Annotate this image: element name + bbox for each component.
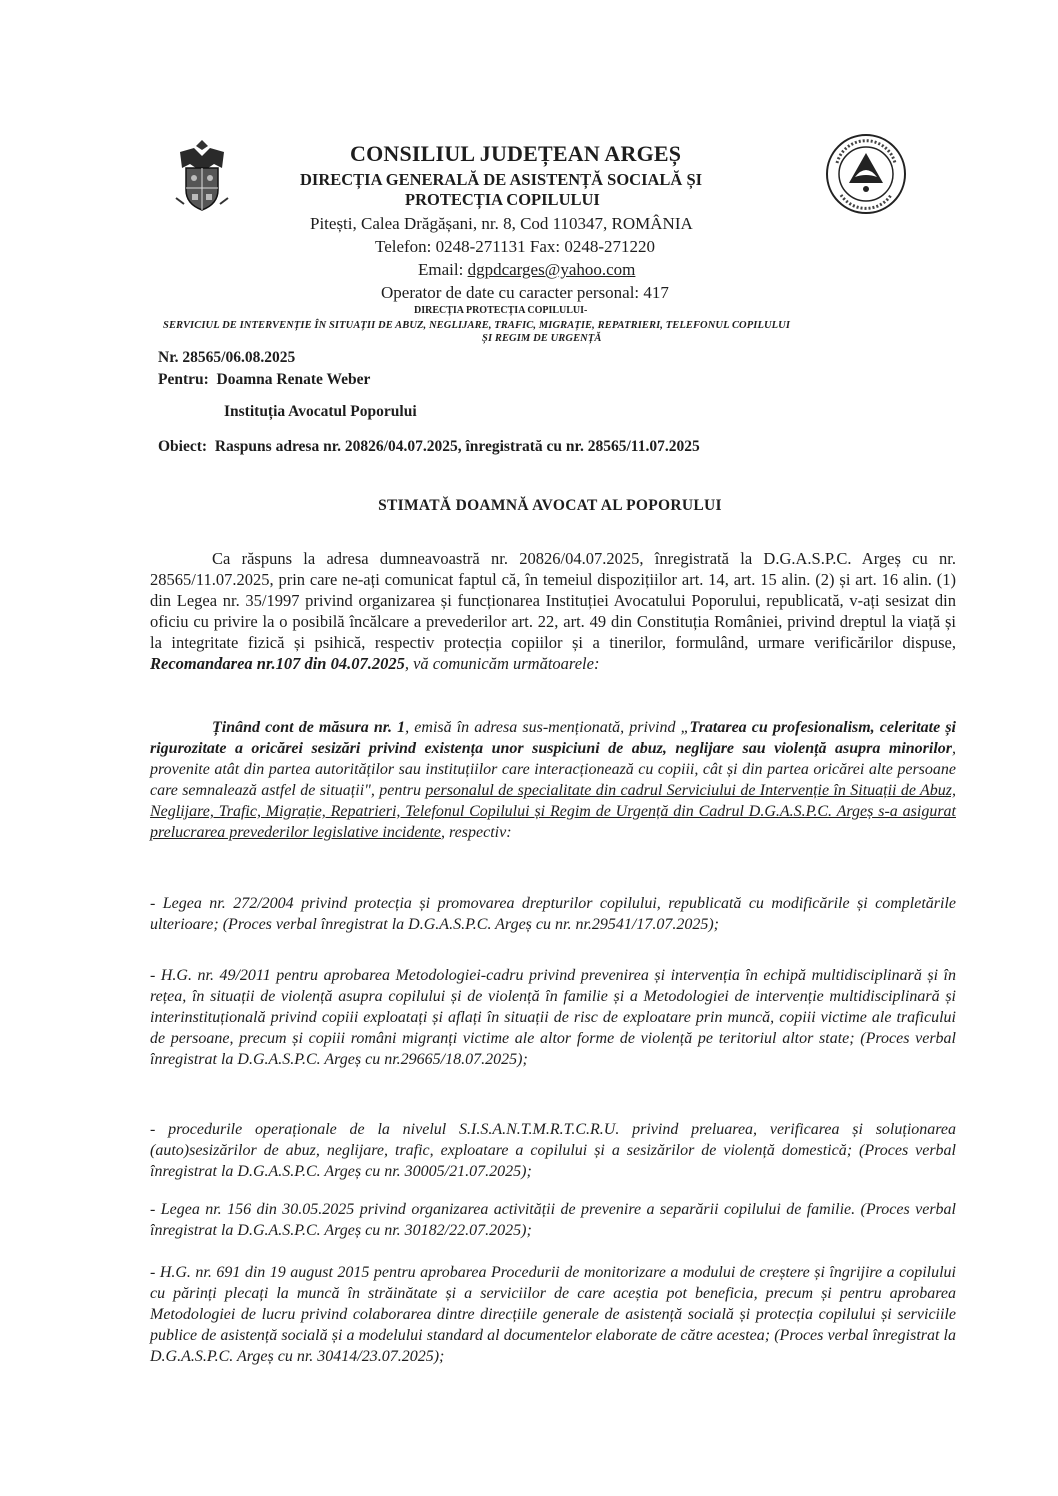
measure-text-2: , provenite atât din partea autorităților sau instituțiilor care interacționează cu copiii, cât și din partea oricărei alte persoane care semnalează astfel de situații", pentru [150, 740, 956, 799]
phone-fax: Telefon: 0248-271131 Fax: 0248-271220 [375, 237, 656, 256]
measure-text-1: , emisă în adresa sus-menționată, privind „ [405, 719, 690, 736]
subject-label: Obiect: [158, 438, 208, 455]
dgaspc-seal-logo [825, 133, 907, 215]
email-label: Email: [418, 260, 468, 279]
list-item: - Legea nr. 156 din 30.05.2025 privind organizarea activității de prevenire a separării copilului de familie. (Proces verbal înregistrat la D.G.A.S.P.C. Argeș cu nr. 30182/22.07.2025); [150, 1201, 956, 1239]
recipient-institution: Instituția Avocatul Poporului [224, 403, 417, 420]
recipient-line [158, 371, 370, 389]
council-name: CONSILIUL JUDEȚEAN ARGEȘ [350, 141, 682, 166]
directorate-name: DIRECȚIA GENERALĂ DE ASISTENȚĂ SOCIALĂ ȘI [300, 170, 703, 189]
measure-ref: Ținând cont de măsura nr. 1 [212, 719, 406, 736]
subject-text: Raspuns adresa nr. 20826/04.07.2025, înregistrată cu nr. 28565/11.07.2025 [214, 438, 700, 455]
registration-number: Nr. 28565/06.08.2025 [158, 349, 296, 366]
recipient-label: Pentru: [158, 371, 209, 388]
list-item: - H.G. nr. 691 din 19 august 2015 pentru aprobarea Procedurii de monitorizare a modului de creștere și îngrijire a copilului cu părinți plecați la muncă în străinătate și a serviciilor de care aceștia pot beneficia, precum și pentru aprobarea Metodologiei de lucru privind colaborarea dintre direcțiile generale de asistență socială și protecția copilului și serviciile publice de asistență socială și a modelului standard al documentelor elaborate de către acestea; (Proces verbal înregistrat la D.G.A.S.P.C. Argeș cu nr. 30414/23.07.2025); [150, 1264, 956, 1365]
intro-end: , vă comunicăm următoarele: [404, 654, 600, 673]
salutation: STIMATĂ DOAMNĂ AVOCAT AL POPORULUI [378, 497, 722, 514]
data-operator: Operator de date cu caracter personal: 417 [381, 283, 669, 302]
subject-line [158, 438, 700, 456]
department-name: DIRECȚIA PROTECȚIA COPILULUI- [414, 305, 588, 316]
intro-text: Ca răspuns la adresa dumneavoastră nr. 20826/04.07.2025, înregistrată la D.G.A.S.P.C. Argeș cu nr. 28565/11.07.2025, prin care ne-ați comunicat faptul că, în temeiul dispozițiilor art. 14, art. 15 alin. (2) și art. 16 alin. (1) din Legea nr. 35/1997 privind organizarea și funcționarea Instituției Avocatului Poporului, republicată, v-ați sesizat din oficiu cu privire la o posibilă încălcare a prevederilor art. 22, art. 49 din Constituția României, privind dreptul la viață și la integritate fizică și psihică, respectiv protecția copiilor și a tinerilor, formulând, urmare verificărilor dispuse, [150, 549, 956, 652]
service-name-cont: ȘI REGIM DE URGENȚĂ [482, 333, 602, 344]
recipient-name: Doamna Renate Weber [216, 371, 371, 388]
email-line [418, 259, 635, 281]
coat-of-arms-logo [172, 138, 232, 216]
staff-training-statement: personalul de specialitate din cadrul Serviciului de Intervenție în Situații de Abuz, Neglijare, Trafic, Migrație, Repatrieri, Telefonul Copilului și Regim de Urgență din Cadrul D.G.A.S.P.C. Argeș s-a asigurat prelucrarea prevederilor legislative incidente [150, 782, 957, 841]
intro-paragraph [150, 548, 956, 674]
measure-text-3: , respectiv: [441, 824, 512, 841]
list-item: - procedurile operaționale de la nivelul S.I.S.A.N.T.M.R.T.C.R.U. privind preluarea, verificarea și soluționarea (auto)sesizărilor de abuz, neglijare, trafic, exploatare a copilului și a sesizărilor de violență domestică; (Proces verbal înregistrat la D.G.A.S.P.C. Argeș cu nr. 30005/21.07.2025); [150, 1121, 956, 1180]
recommendation-ref: Recomandarea nr.107 din 04.07.2025 [150, 654, 405, 673]
list-item: - H.G. nr. 49/2011 pentru aprobarea Metodologiei-cadru privind prevenirea și intervenția în echipă multidisciplinară și în rețea, în situații de violență asupra copilului și de violență în familie și a Metodologiei de intervenție multidisciplinară și interinstituțională privind copiii exploatați și aflați în situații de risc de exploatare prin muncă, copiii victime ale traficului de persoane, precum și copiii români migranți victime ale altor forme de violență pe teritoriul altor state; (Proces verbal înregistrat la D.G.A.S.P.C. Argeș cu nr.29665/18.07.2025); [150, 967, 956, 1068]
measure-title: Tratarea cu profesionalism, celeritate și rigurozitate a oricărei sesizări privind existența unor suspiciuni de abuz, neglijare sau violență asupra minorilor [150, 719, 956, 757]
email-link[interactable]: dgpdcarges@yahoo.com [467, 260, 636, 279]
list-item: - Legea nr. 272/2004 privind protecția și promovarea drepturilor copilului, republicată cu modificările și completările ulterioare; (Proces verbal înregistrat la D.G.A.S.P.C. Argeș cu nr. nr.29541/17.07.2025); [150, 895, 956, 933]
measure-paragraph [150, 717, 956, 843]
directorate-name-cont: PROTECȚIA COPILULUI [405, 190, 600, 209]
postal-address: Pitești, Calea Drăgășani, nr. 8, Cod 110347, ROMÂNIA [310, 214, 693, 233]
service-name: SERVICIUL DE INTERVENȚIE ÎN SITUAȚII DE ABUZ, NEGLIJARE, TRAFIC, MIGRAȚIE, REPATRIERI, TELEFONUL COPILULUI [163, 320, 791, 331]
